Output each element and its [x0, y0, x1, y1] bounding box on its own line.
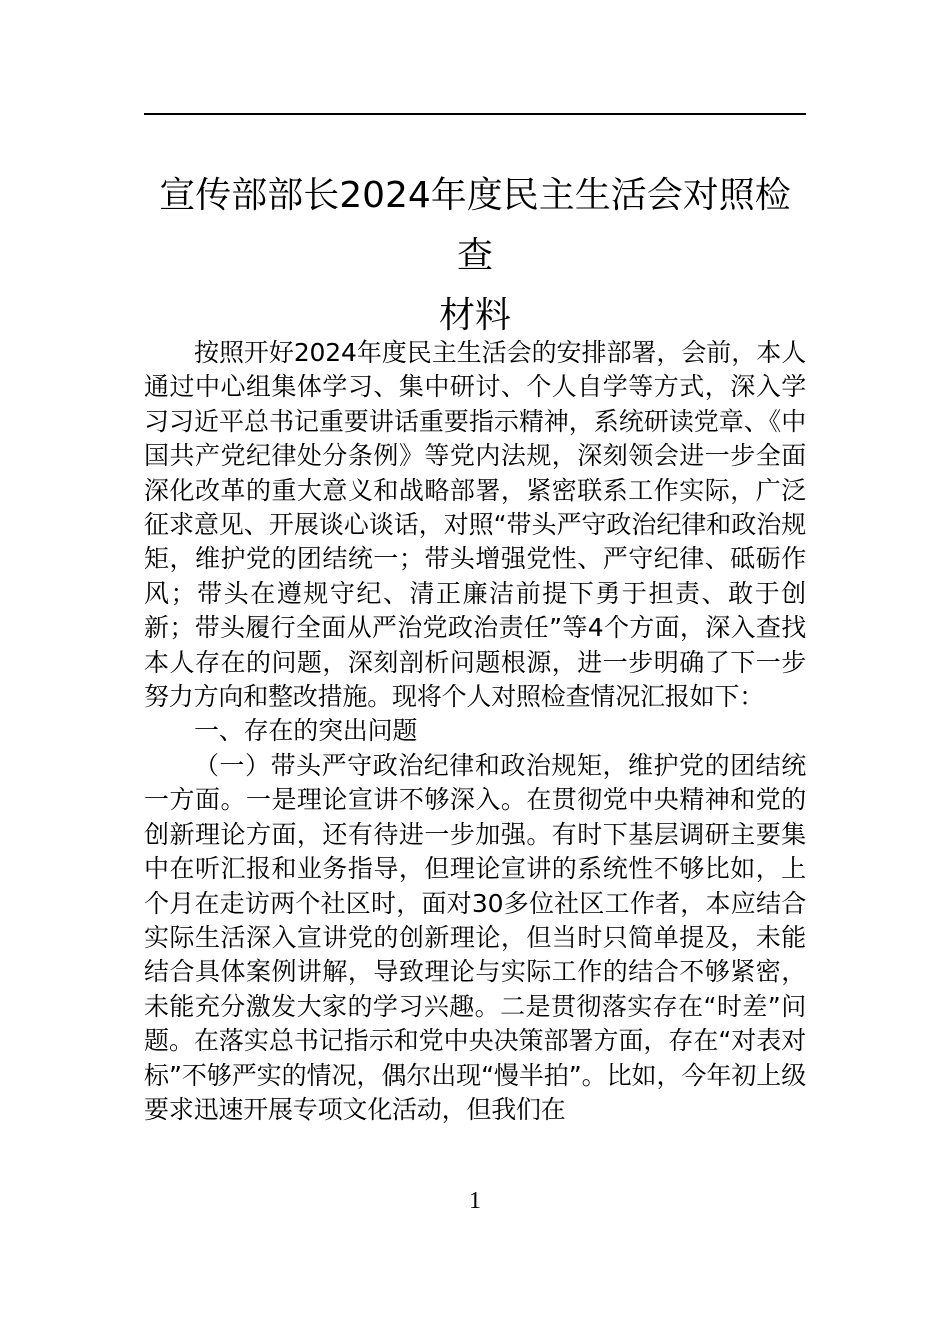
title-line-2: 材料	[438, 295, 511, 336]
page-number: 1	[469, 1188, 481, 1214]
paragraph-section-1: （一）带头严守政治纪律和政治规矩，维护党的团结统一方面。一是理论宣讲不够深入。在贯彻党中央精神和党的创新理论方面，还有待进一步加强。有时下基层调研主要集中在听汇报和业务指导，但理论宣讲的系统性不够比如，上个月在走访两个社区时，面对30多位社区工作者，本应结合实际生活深入宣讲党的创新理论，但当时只简单提及，未能结合具体案例讲解，导致理论与实际工作的结合不够紧密，未能充分激发大家的学习兴趣。二是贯彻落实存在“时差”问题。在落实总书记指示和党中央决策部署方面，存在“对表对标”不够严实的情况，偶尔出现“慢半拍”。比如，今年初上级要求迅速开展专项文化活动，但我们在	[144, 750, 806, 1124]
title-line-1: 宣传部部长2024年度民主生活会对照检查	[159, 175, 791, 276]
document-body	[144, 336, 806, 1127]
section-heading: 一、存在的突出问题	[194, 716, 418, 746]
document-title	[144, 166, 806, 346]
header-rule	[144, 113, 806, 115]
paragraph-intro: 按照开好2024年度民主生活会的安排部署，会前，本人通过中心组集体学习、集中研讨、个人自学等方式，深入学习习近平总书记重要讲话重要指示精神，系统研读党章、《中国共产党纪律处分条例》等党内法规，深刻领会进一步全面深化改革的重大意义和战略部署，紧密联系工作实际，广泛征求意见、开展谈心谈话，对照“带头严守政治纪律和政治规矩，维护党的团结统一；带头增强党性、严守纪律、砥砺作风；带头在遵规守纪、清正廉洁前提下勇于担责、敢于创新；带头履行全面从严治党政治责任”等4个方面，深入查找本人存在的问题，深刻剖析问题根源，进一步明确了下一步努力方向和整改措施。现将个人对照检查情况汇报如下：	[144, 338, 806, 712]
